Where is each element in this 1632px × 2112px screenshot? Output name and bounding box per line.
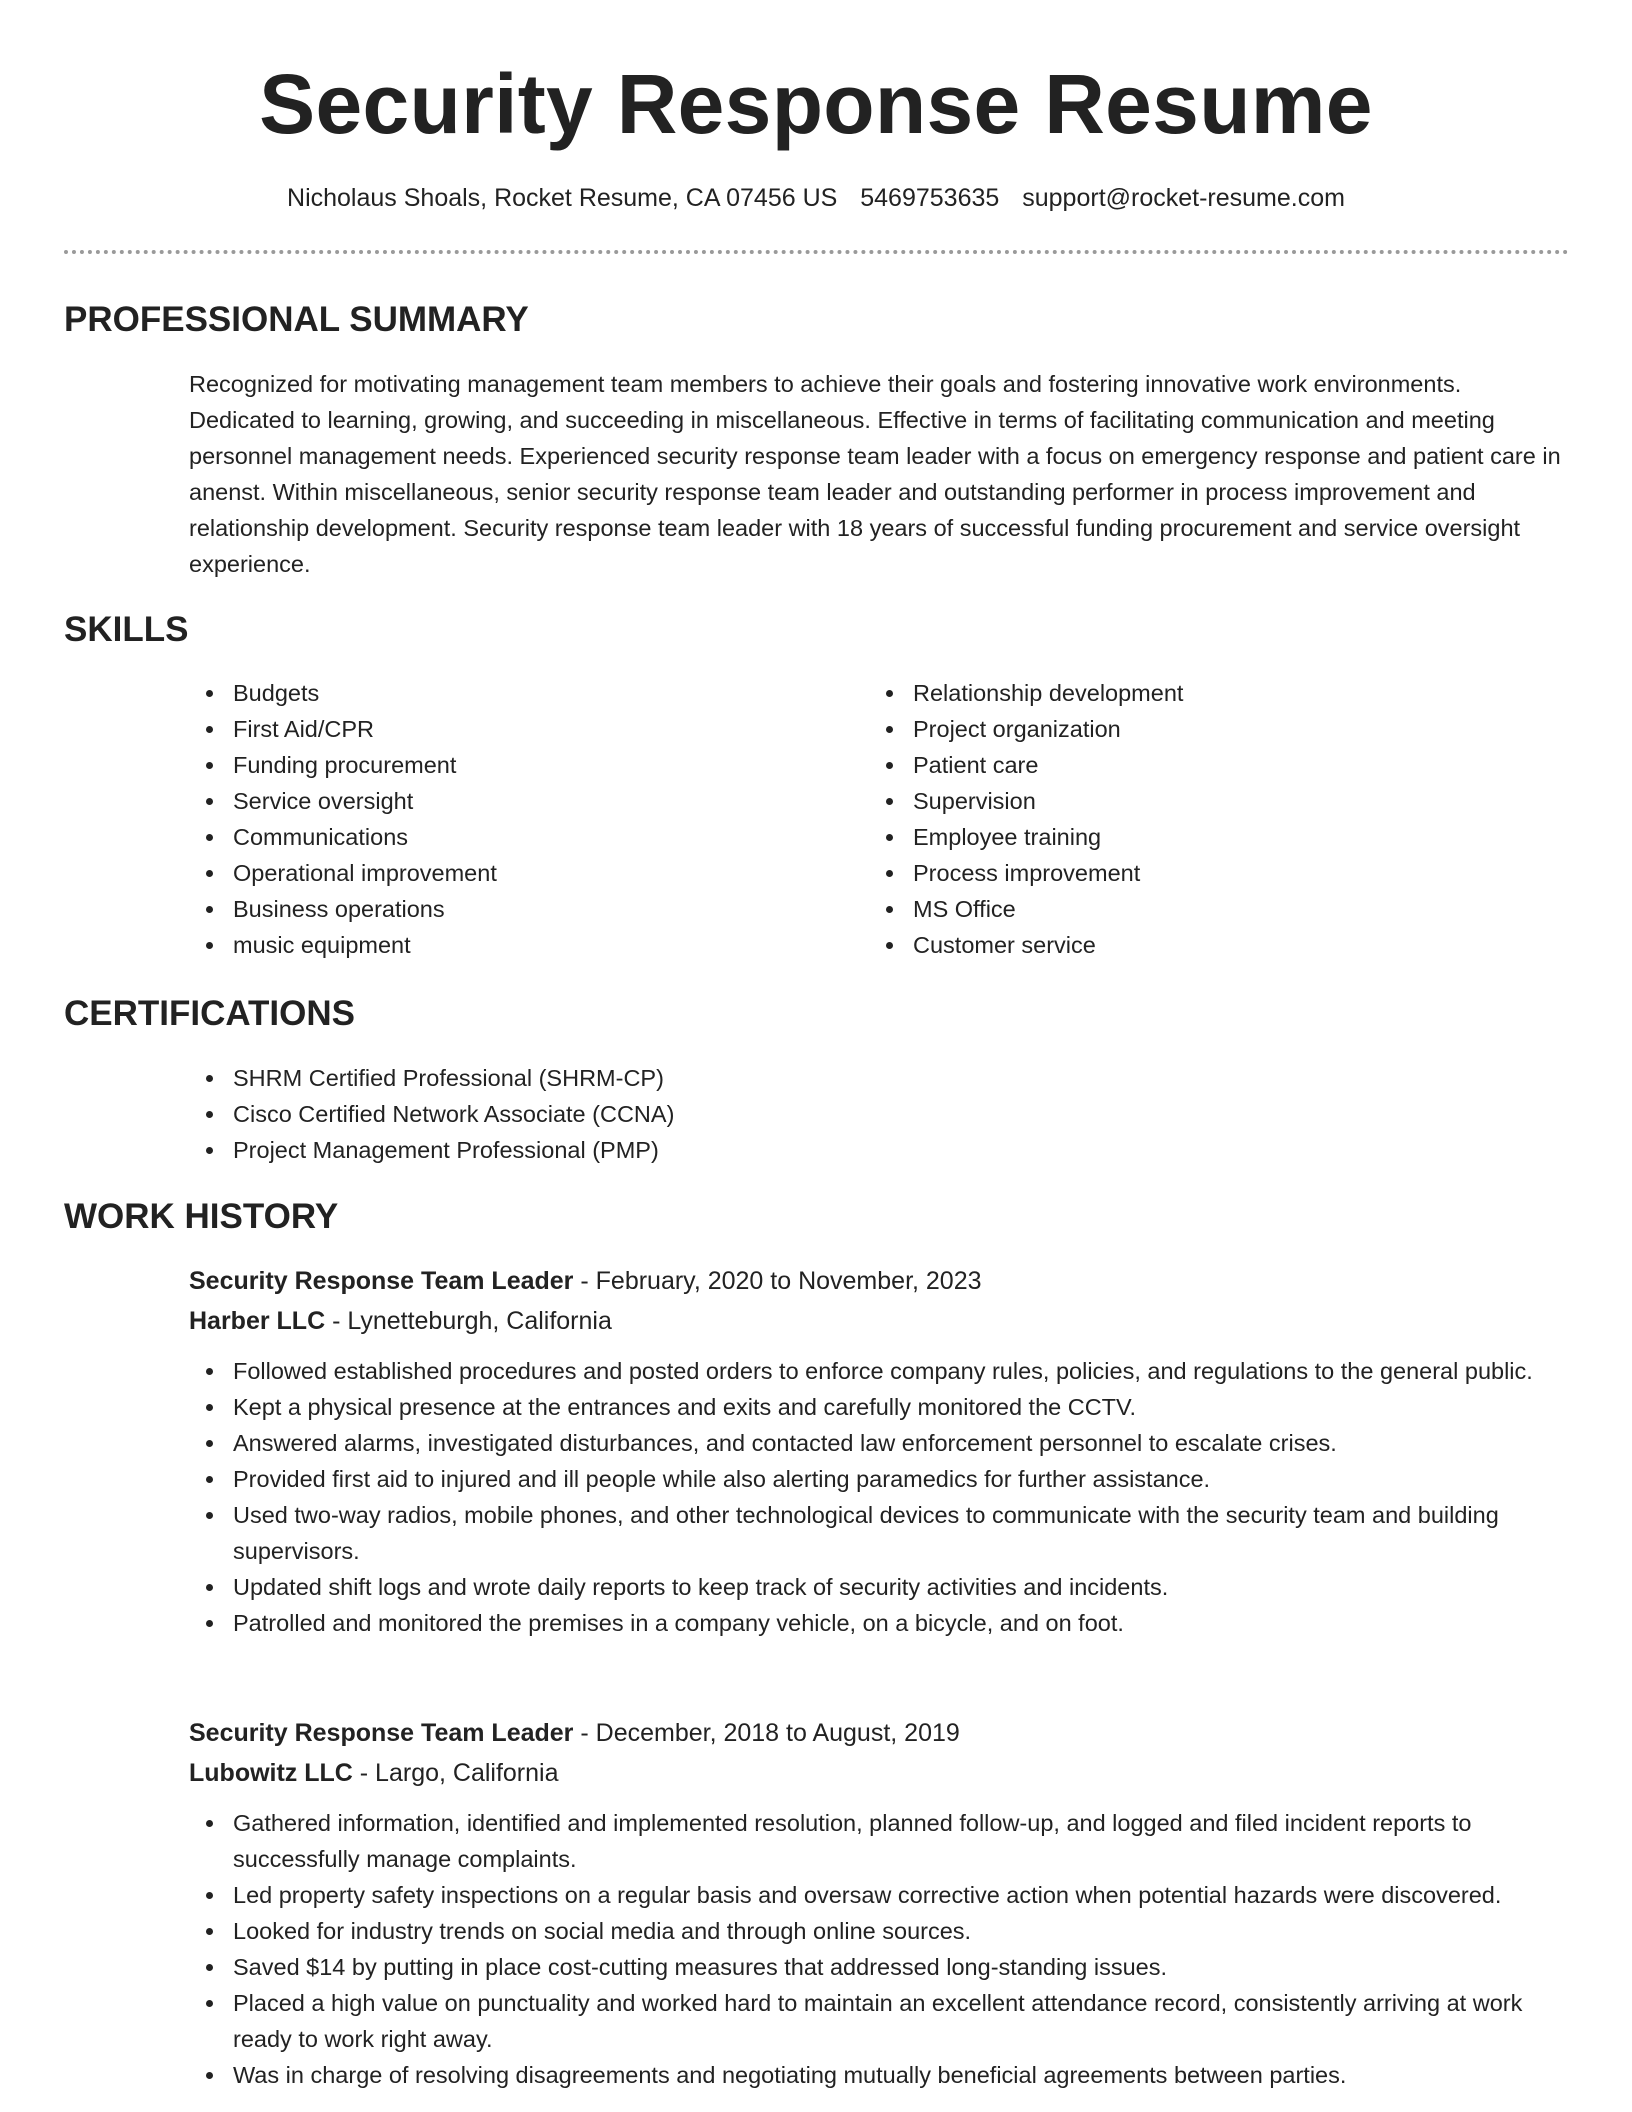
- job-dates: - December, 2018 to August, 2019: [573, 1719, 960, 1747]
- job-title-line: [189, 1713, 1579, 1753]
- skill-item: Project organization: [869, 711, 1509, 747]
- skill-item: Funding procurement: [189, 747, 829, 783]
- job-duty-item: Answered alarms, investigated disturbances, and contacted law enforcement personnel to escalate crises.: [189, 1425, 1579, 1461]
- skill-item: Communications: [189, 819, 829, 855]
- contact-phone: 5469753635: [860, 184, 1000, 212]
- certification-item: SHRM Certified Professional (SHRM-CP): [189, 1060, 1189, 1096]
- certification-item: Cisco Certified Network Associate (CCNA): [189, 1096, 1189, 1132]
- job-title: Security Response Team Leader: [189, 1267, 574, 1295]
- contact-address: Nicholaus Shoals, Rocket Resume, CA 07456 US: [287, 184, 838, 212]
- job-entry: [189, 1713, 1579, 2093]
- skill-item: Patient care: [869, 747, 1509, 783]
- resume-title: Security Response Resume: [259, 57, 1373, 151]
- certifications-list: [189, 1060, 1189, 1168]
- job-duties-list: [189, 1805, 1579, 2093]
- job-title: Security Response Team Leader: [189, 1719, 574, 1747]
- job-company: Lubowitz LLC: [189, 1759, 353, 1787]
- job-duty-item: Kept a physical presence at the entrances and exits and carefully monitored the CCTV.: [189, 1389, 1579, 1425]
- section-title-skills: SKILLS: [64, 610, 189, 649]
- job-duty-item: Used two-way radios, mobile phones, and other technological devices to communicate with the security team and building supervisors.: [189, 1497, 1579, 1569]
- job-duty-item: Saved $14 by putting in place cost-cutting measures that addressed long-standing issues.: [189, 1949, 1579, 1985]
- skill-item: MS Office: [869, 891, 1509, 927]
- job-entry: [189, 1261, 1579, 1641]
- contact-line: [0, 180, 1632, 216]
- summary-text: Recognized for motivating management team members to achieve their goals and fostering innovative work environments. Dedicated to learning, growing, and succeeding in miscellaneous. Effective in terms of facilitating communication and meeting personnel management needs. Experienced security response team leader with a focus on emergency response and patient care in anenst. Within miscellaneous, senior security response team leader and outstanding performer in process improvement and relationship development. Security response team leader with 18 years of successful funding procurement and service oversight experience.: [189, 371, 1561, 577]
- skill-item: music equipment: [189, 927, 829, 963]
- job-duty-item: Gathered information, identified and implemented resolution, planned follow-up, and logged and filed incident reports to successfully manage complaints.: [189, 1805, 1579, 1877]
- job-title-line: [189, 1261, 1579, 1301]
- job-duty-item: Followed established procedures and posted orders to enforce company rules, policies, and regulations to the general public.: [189, 1353, 1579, 1389]
- job-dates: - February, 2020 to November, 2023: [573, 1267, 982, 1295]
- job-duty-item: Patrolled and monitored the premises in a company vehicle, on a bicycle, and on foot.: [189, 1605, 1579, 1641]
- job-location: - Lynetteburgh, California: [325, 1307, 612, 1335]
- skills-list-left: [189, 675, 829, 963]
- skills-list-right: [869, 675, 1509, 963]
- skill-item: Process improvement: [869, 855, 1509, 891]
- header-divider: [64, 250, 1569, 254]
- section-title-work-history: WORK HISTORY: [64, 1197, 339, 1236]
- skill-item: Budgets: [189, 675, 829, 711]
- section-title-certifications: CERTIFICATIONS: [64, 994, 356, 1033]
- skill-item: Employee training: [869, 819, 1509, 855]
- skill-item: Service oversight: [189, 783, 829, 819]
- skill-item: Operational improvement: [189, 855, 829, 891]
- job-duties-list: [189, 1353, 1579, 1641]
- job-duty-item: Looked for industry trends on social media and through online sources.: [189, 1913, 1579, 1949]
- skill-item: First Aid/CPR: [189, 711, 829, 747]
- job-company-line: [189, 1753, 1579, 1793]
- contact-email: support@rocket-resume.com: [1022, 184, 1345, 212]
- job-duty-item: Provided first aid to injured and ill people while also alerting paramedics for further assistance.: [189, 1461, 1579, 1497]
- job-duty-item: Placed a high value on punctuality and worked hard to maintain an excellent attendance record, consistently arriving at work ready to work right away.: [189, 1985, 1579, 2057]
- section-title-summary: PROFESSIONAL SUMMARY: [64, 300, 529, 339]
- skill-item: Relationship development: [869, 675, 1509, 711]
- job-duty-item: Led property safety inspections on a regular basis and oversaw corrective action when potential hazards were discovered.: [189, 1877, 1579, 1913]
- skill-item: Supervision: [869, 783, 1509, 819]
- skill-item: Business operations: [189, 891, 829, 927]
- job-duty-item: Updated shift logs and wrote daily reports to keep track of security activities and incidents.: [189, 1569, 1579, 1605]
- job-company: Harber LLC: [189, 1307, 326, 1335]
- job-company-line: [189, 1301, 1579, 1341]
- skill-item: Customer service: [869, 927, 1509, 963]
- job-location: - Largo, California: [352, 1759, 559, 1787]
- job-duty-item: Was in charge of resolving disagreements and negotiating mutually beneficial agreements between parties.: [189, 2057, 1579, 2093]
- certification-item: Project Management Professional (PMP): [189, 1132, 1189, 1168]
